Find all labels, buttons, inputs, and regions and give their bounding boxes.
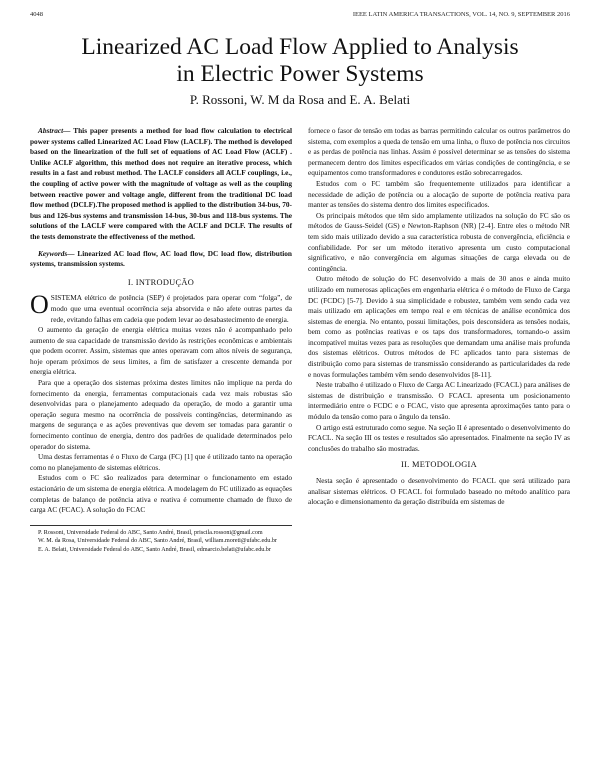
footnote-author-3: E. A. Belati, Universidade Federal do ABC, Santo André, Brasil, edmarcio.belati@ufabc.edu.br	[38, 546, 271, 553]
abstract-label: Abstract—	[38, 126, 71, 135]
body-paragraph-3: Os principais métodos que têm sido amplamente utilizados na solução do FC são os métodos de Gauss-Seidel (GS) e Newton-Raphson (NR) [2-4]. Entre eles o método NR tem sido mais utilizado devido a sua característica robusta de convergência, eficiência e confiabilidade. Por ser um método iterativo apresenta um custo computacional significativo, e não convergência em algumas situações de carga elevada ou de contingência.	[308, 210, 570, 273]
author-list: P. Rossoni, W. M da Rosa and E. A. Belati	[189, 92, 411, 107]
drop-cap: O	[30, 290, 49, 320]
method-paragraph-1: Nesta seção é apresentado o desenvolvimento do FCACL que será utilizado para analisar sistemas elétricos. O FCACL foi formulado baseado no método analítico para alocação e dimensionamento da geração distribuída em sistemas de	[308, 476, 570, 507]
body-paragraph-1: fornece o fasor de tensão em todas as barras permitindo calcular os outros parâmetros do sistema, com exemplos a queda de tensão em uma linha, o fluxo de potência nos circuitos e as perdas de potência nas linhas. Assim é possível determinar se as tensões do sistema permanecem dentro dos limites especificados em várias condições de contingência, e se equipamentos como transformadores e condutores estão sobrecarregados.	[308, 126, 570, 178]
journal-citation: IEEE LATIN AMERICA TRANSACTIONS, VOL. 14, NO. 9, SEPTEMBER 2016	[352, 11, 570, 18]
intro-paragraph-4: Uma destas ferramentas é o Fluxo de Carga (FC) [1] que é utilizado tanto na operação como no planejamento de sistemas elétricos.	[30, 452, 292, 472]
body-paragraph-2: Estudos com o FC também são frequentemente utilizados para identificar a necessidade de adição de potência ou a alocação de suporte de potência reativa para manter as tensões do sistema dentro dos limites especificados.	[308, 178, 570, 210]
abstract-text: This paper presents a method for load flow calculation to electrical power systems called Linearized AC Load Flow (LACLF). The method is developed based on the linearization of the full set of equations of AC Load Flow (ACLF) . Unlike ACLF algorithm, this method does not require an iterative process, which results in a fast and robust method. The LACLF considers all ACLF couplings, i.e., the coupling of active power with the magnitude of voltage as well as the coupling between reactive power and voltage angle, different from the traditional DC load flow method (DCLF).The proposed method is applied to the distribution 34-bus, 70-bus and 126-bus systems and transmission 14-bus, 30-bus and 118-bus systems. The solutions of the LACLF were compared with the ACLF and DCLF. The results of the tests demonstrate the effectiveness of the method.	[30, 126, 292, 241]
footnote-author-2: W. M. da Rosa, Universidade Federal do ABC, Santo André, Brasil, william.moreti@ufabc.edu.br	[38, 538, 277, 545]
left-column	[30, 126, 292, 555]
abstract	[30, 126, 292, 243]
footnote-author-1: P. Rossoni, Universidade Federal do ABC, Santo André, Brasil, priscila.rossoni@gmail.com	[38, 529, 263, 536]
right-column	[308, 126, 570, 508]
body-paragraph-4: Outro método de solução do FC desenvolvido a mais de 30 anos e ainda muito utilizado em numerosas aplicações em engenharia elétrica é o método de Fluxo de Carga DC (FCDC) [5-7]. Devido à sua simplicidade e robustez, também vem sendo cada vez mais utilizado em aplicações em tempo real e em técnicas de análise econômica dos sistemas de energia. No entanto, possui limitações, pois desconsidera as tensões nodais, bem como as potências reativas e os taps dos transformadores, tornando-o assim incompatível muitas vezes para as resoluções que demandam uma análise mais profunda dos sistemas elétricos. Outros métodos de FC aplicados tanto para sistemas de distribuição como para sistemas de transmissão considerando as particularidades da rede e novas formulações também vêm sendo desenvolvidos [8-11].	[308, 274, 570, 379]
page-number: 4048	[30, 11, 43, 18]
intro-paragraph-2: O aumento da geração de energia elétrica muitas vezes não é acompanhado pelo aumento de sua capacidade de transmissão devido às restrições econômicas e ambientais que podem ocorrer. Assim, sistemas que antes operavam com altos níveis de segurança, hoje operam próximos de seus limites, a fim de satisfazer a crescente demanda por energia elétrica.	[30, 325, 292, 377]
running-header	[30, 10, 570, 20]
paper-title	[60, 34, 540, 88]
intro-paragraph-5: Estudos com o FC são realizados para determinar o funcionamento em estado estacionário de um sistema de energia elétrica. A modelagem do FC utilizado as equações completas de balanço de potência ativa e reativa é comumente chamado de fluxo de carga AC (FCAC). A solução do FCAC	[30, 473, 292, 515]
author-footnotes	[30, 525, 292, 555]
keywords-text: Linearized AC load flow, AC load flow, DC load flow, distribution systems, transmission systems.	[30, 248, 292, 269]
title-line-2: in Electric Power Systems	[176, 61, 424, 87]
section-heading-introduction: I. INTRODUÇÃO	[127, 277, 195, 287]
intro-paragraph-3: Para que a operação dos sistemas próxima destes limites não implique na perda do fornecimento da energia, ferramentas computacionais cada vez mais robustas são desenvolvidas para o planejamento adequado da operação, de modo a garantir uma operação segura mesmo na ocorrência de possíveis contingências, determinando as margens de segurança e as ações preventivas que devem ser tomadas para garantir o fornecimento contínuo de energia, dentro dos padrões de qualidade determinados pelo operador do sistema.	[30, 378, 292, 451]
intro-paragraph-1	[30, 290, 292, 325]
title-line-1: Linearized AC Load Flow Applied to Analysis	[81, 34, 519, 60]
body-paragraph-5: Neste trabalho é utilizado o Fluxo de Carga AC Linearizado (FCACL) para análises de sistemas de distribuição e transmissão. O FCACL apresenta um posicionamento intermediário entre o FCDC e o FCAC, visto que apresenta aproximações tanto para o módulo da tensão como para o ângulo da tensão.	[308, 380, 570, 422]
body-paragraph-6: O artigo está estruturado como segue. Na seção II é apresentado o desenvolvimento do FCACL. Na seção III os testes e resultados são apresentados. Finalmente na seção IV as conclusões do trabalho são mostradas.	[308, 422, 570, 453]
intro-paragraph-1-text: SISTEMA elétrico de potência (SEP) é projetados para operar com “folga”, de modo que uma eventual ocorrência seja absorvida e não afete outras partes da rede, evitando falhas em cadeia que podem levar ao desabastecimento de energia.	[50, 293, 292, 324]
keywords-label: Keywords—	[38, 248, 75, 258]
index-terms	[30, 249, 292, 270]
section-heading-methodology: II. METODOLOGIA	[401, 460, 477, 470]
